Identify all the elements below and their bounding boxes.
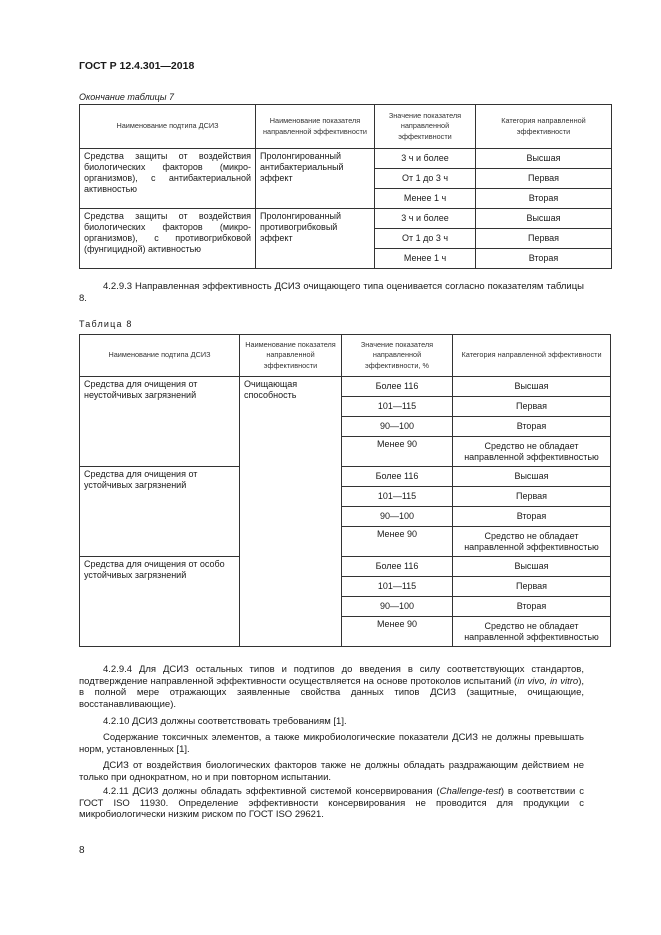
paragraph-4-2-11 (79, 786, 584, 821)
paragraph-text: ) в соответствии с ГОСТ ISO 11930. Определение эффективности консервирования не проводится для продукции с микробиологически низким риском по ГОСТ ISO 29621. (79, 786, 584, 821)
category-cell: Вторая (476, 189, 612, 209)
value-cell: Менее 90 (342, 527, 453, 557)
category-cell: Первая (453, 397, 611, 417)
category-cell: Средство не обладает направленной эффективностью (453, 437, 611, 467)
table8-header-cell: Значение показателя направленной эффективности, % (342, 335, 453, 377)
value-cell: 3 ч и более (375, 209, 476, 229)
subtype-cell: Средства для очищения от особо устойчивых загрязнений (80, 557, 240, 647)
value-cell: 90—100 (342, 507, 453, 527)
value-cell: Менее 90 (342, 437, 453, 467)
table7-header-row (80, 105, 612, 149)
category-cell: Вторая (476, 249, 612, 269)
indicator-cell: Очищающая способность (240, 377, 342, 647)
table8-header-row (80, 335, 611, 377)
category-cell: Средство не обладает направленной эффективностью (453, 527, 611, 557)
indicator-cell: Пролонгированный антибактериальный эффект (256, 149, 375, 209)
value-cell: 90—100 (342, 417, 453, 437)
paragraph-text: 4.2.11 ДСИЗ должны обладать эффективной системой консервирования ( (103, 786, 440, 797)
category-cell: Первая (453, 577, 611, 597)
value-cell: Менее 90 (342, 617, 453, 647)
category-cell: Средство не обладает направленной эффективностью (453, 617, 611, 647)
table-row (80, 557, 611, 577)
paragraph-text: ), в полной мере отражающих заявленные свойства данных типов ДСИЗ (защитные, очищающие, восстанавливающие). (79, 675, 584, 710)
indicator-cell: Пролонгированный противогрибковый эффект (256, 209, 375, 269)
subtype-cell: Средства для очищения от неустойчивых загрязнений (80, 377, 240, 467)
category-cell: Первая (476, 169, 612, 189)
value-cell: От 1 до 3 ч (375, 229, 476, 249)
table-row (80, 377, 611, 397)
category-cell: Высшая (476, 149, 612, 169)
category-cell: Высшая (453, 467, 611, 487)
table7-header-cell: Значение показателя направленной эффективности (375, 105, 476, 149)
category-cell: Высшая (453, 557, 611, 577)
paragraph-text: 4.2.9.4 Для ДСИЗ остальных типов и подтипов до введения в силу соответствующих стандартов, подтверждение направленной эффективности осуществляется на основе протоколов испытаний ( (79, 664, 584, 687)
category-cell: Вторая (453, 507, 611, 527)
table-row (80, 149, 612, 169)
category-cell: Высшая (453, 377, 611, 397)
document-header: ГОСТ Р 12.4.301—2018 (79, 60, 195, 72)
value-cell: Более 116 (342, 377, 453, 397)
table8-header-cell: Наименование подтипа ДСИЗ (80, 335, 240, 377)
table8-caption: Таблица 8 (79, 319, 133, 329)
value-cell: 101—115 (342, 487, 453, 507)
table7-header-cell: Наименование показателя направленной эффективности (256, 105, 375, 149)
paragraph-4-2-9-3: 4.2.9.3 Направленная эффективность ДСИЗ очищающего типа оценивается согласно показателям таблицы 8. (79, 281, 584, 304)
table8 (79, 334, 611, 647)
table7-header-cell: Наименование подтипа ДСИЗ (80, 105, 256, 149)
category-cell: Высшая (476, 209, 612, 229)
paragraph-bio: ДСИЗ от воздействия биологических факторов также не должны обладать раздражающим действием не только при однократном, но и при повторном испытании. (79, 760, 584, 783)
category-cell: Вторая (453, 597, 611, 617)
value-cell: От 1 до 3 ч (375, 169, 476, 189)
table7-header-cell: Категория направленной эффективности (476, 105, 612, 149)
category-cell: Первая (453, 487, 611, 507)
value-cell: 101—115 (342, 397, 453, 417)
table7-caption: Окончание таблицы 7 (79, 92, 174, 102)
value-cell: Менее 1 ч (375, 189, 476, 209)
value-cell: 101—115 (342, 577, 453, 597)
category-cell: Вторая (453, 417, 611, 437)
paragraph-italic: Challenge-test (439, 786, 501, 797)
value-cell: 3 ч и более (375, 149, 476, 169)
paragraph-italic: in vivo, in vitro (517, 675, 579, 687)
value-cell: Более 116 (342, 467, 453, 487)
table8-header-cell: Категория направленной эффективности (453, 335, 611, 377)
page-number: 8 (79, 845, 85, 856)
paragraph-toxic: Содержание токсичных элементов, а также микробиологические показатели ДСИЗ не должны превышать норм, установленных [1]. (79, 732, 584, 755)
value-cell: 90—100 (342, 597, 453, 617)
subtype-cell: Средства защиты от воздействия биологических факторов (микро-организмов), с антибактериальной активностью (80, 149, 256, 209)
table8-header-cell: Наименование показателя направленной эффективности (240, 335, 342, 377)
value-cell: Менее 1 ч (375, 249, 476, 269)
paragraph-4-2-9-4 (79, 664, 584, 710)
table-row (80, 209, 612, 229)
category-cell: Первая (476, 229, 612, 249)
subtype-cell: Средства защиты от воздействия биологических факторов (микро-организмов), с противогрибковой (фунгицидной) активностью (80, 209, 256, 269)
table7 (79, 104, 612, 269)
table-row (80, 467, 611, 487)
paragraph-4-2-10: 4.2.10 ДСИЗ должны соответствовать требованиям [1]. (103, 716, 347, 727)
subtype-cell: Средства для очищения от устойчивых загрязнений (80, 467, 240, 557)
value-cell: Более 116 (342, 557, 453, 577)
